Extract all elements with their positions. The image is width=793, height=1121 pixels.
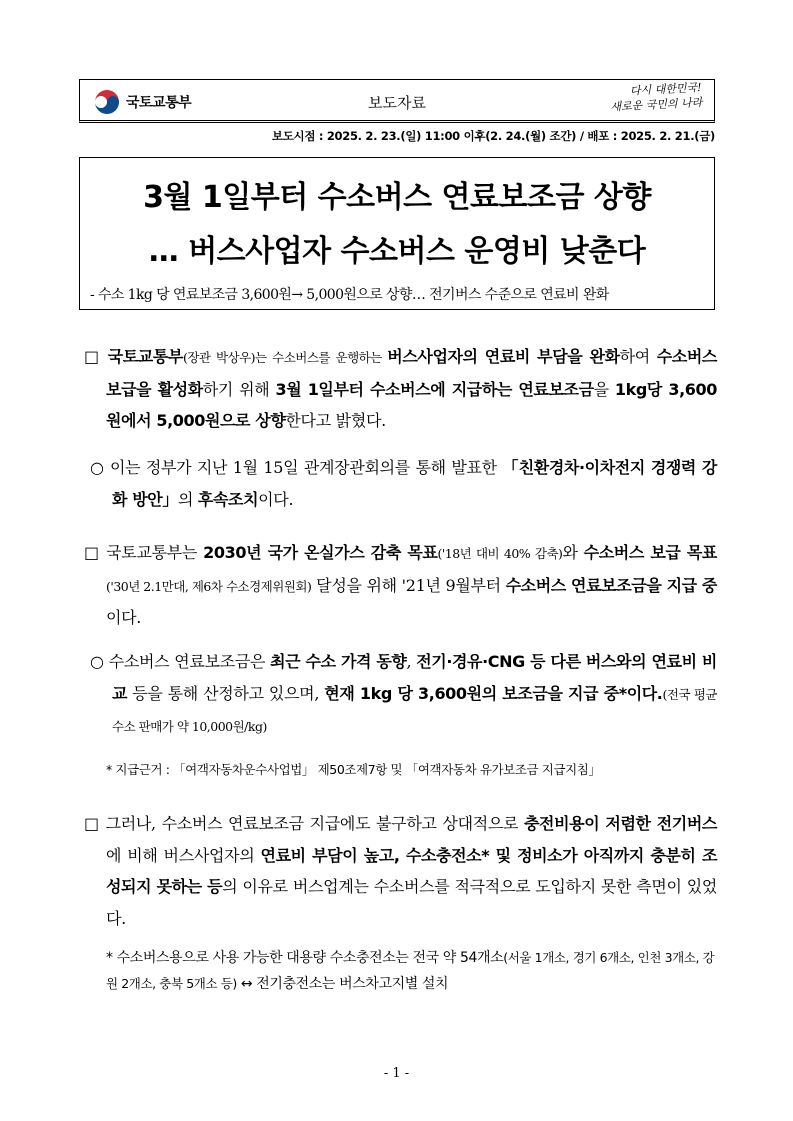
circle-bullet: ○ [90, 458, 105, 477]
square-bullet: □ [84, 543, 101, 562]
title-line-2: … 버스사업자 수소버스 운영비 낮춘다 [148, 234, 646, 269]
text: 의 [177, 489, 198, 509]
text: , [406, 652, 417, 671]
text-bold: 수소버스 보급을 활성화 [106, 347, 717, 399]
text-bold: 최근 수소 가격 동향 [270, 652, 407, 671]
title-box [79, 157, 715, 310]
page-number: - 1 - [383, 1066, 410, 1081]
paragraph-4 [90, 646, 717, 743]
text: 이다. [106, 608, 142, 627]
text: 달성을 위해 '21년 9월부터 [311, 575, 506, 595]
circle-bullet: ○ [90, 652, 104, 671]
text-bold: 전기·경유·CNG 등 다른 버스와의 연료비 비교 [112, 652, 717, 703]
org-name: 국토교통부 [126, 95, 192, 111]
text-bold: 국토교통부 [107, 347, 183, 366]
text-bold: 수소버스 연료보조금을 지급 중 [505, 575, 717, 595]
text-bold: 충전비용이 저렴한 전기버스 [523, 814, 717, 833]
text: ↔ 전기충전소는 버스차고지별 설치 [236, 976, 449, 992]
text-small: (서울 1개소, 경기 6개소, 인천 3개소, 강원 2개소, 충북 5개소 등) [106, 950, 715, 991]
text-small: ('18년 대비 40% 감축) [437, 546, 563, 561]
title-line-1: 3월 1일부터 수소버스 연료보조금 상향 [143, 180, 651, 215]
slogan-line1: 다시 대한민국! [629, 80, 702, 98]
text: 이는 정부가 지난 1월 15일 관계장관회의를 통해 발표한 [110, 458, 503, 477]
slogan [581, 80, 702, 116]
text-bold: 「친환경차·이차전지 경쟁력 강화 방안」 [112, 458, 717, 509]
text: 국토교통부는 [106, 543, 204, 562]
text: * 수소버스용으로 사용 가능한 대용량 수소충전소는 전국 약 54개소 [106, 950, 504, 966]
text-small: ('30년 2.1만대, 제6차 수소경제위원회) [106, 578, 312, 594]
paragraph-1 [84, 341, 717, 437]
square-bullet: □ [84, 347, 101, 366]
header-bar [79, 79, 715, 123]
text: 의 이유로 버스업계는 수소버스를 적극적으로 도입하지 못한 측면이 있었다. [106, 877, 718, 928]
text: 그러나, 수소버스 연료보조금 지급에도 불구하고 상대적으로 [105, 814, 524, 833]
text: (장관 박상우)는 수소버스를 운행하는 [182, 350, 388, 365]
text: 이다. [258, 489, 294, 509]
footnote-2 [106, 945, 717, 997]
subtitle: - 수소 1kg 당 연료보조금 3,600원→ 5,000원으로 상향… 전기버스 수준으로 연료비 완화 [90, 287, 609, 303]
paragraph-2 [90, 452, 717, 515]
text: 하여 [619, 347, 657, 366]
text-bold: 2030년 국가 온실가스 감축 목표 [203, 543, 438, 562]
text-bold: 후속조치 [197, 489, 259, 509]
paragraph-5 [84, 808, 717, 934]
text-bold: 1kg당 3,600원에서 5,000원으로 상향 [106, 379, 717, 430]
text: 등을 통해 산정하고 있으며, [127, 683, 325, 703]
doc-type-label: 보도자료 [368, 94, 426, 112]
footnote-1: * 지급근거 : 「여객자동차운수사업법」 제50조제7항 및 「여객자동차 유가보조금 지급지침」 [106, 762, 601, 777]
square-bullet: □ [84, 814, 100, 833]
text-bold: 3월 1일부터 수소버스에 지급하는 연료보조금 [275, 379, 594, 399]
slogan-line2: 새로운 국민의 나라 [610, 95, 703, 114]
text-bold: 버스사업자의 연료비 부담을 완화 [387, 347, 620, 366]
text: 한다고 밝혔다. [285, 411, 386, 430]
text: 을 [593, 379, 615, 399]
text: 수소버스 연료보조금은 [108, 652, 271, 671]
release-info: 보도시점 : 2025. 2. 23.(일) 11:00 이후(2. 24.(월) 조간) / 배포 : 2025. 2. 21.(금) [271, 129, 715, 143]
text-small: (전국 평균 수소 판매가 약 10,000원/kg) [112, 686, 717, 734]
text: 하기 위해 [202, 379, 276, 399]
text-bold: 현재 1kg 당 3,600원의 보조금을 지급 중*이다. [324, 683, 663, 703]
text: 에 비해 버스사업자의 [106, 845, 261, 865]
text-bold: 수소버스 보급 목표 [583, 543, 717, 562]
paragraph-3 [84, 537, 717, 634]
text: 와 [562, 543, 584, 562]
text-bold: 연료비 부담이 높고, 수소충전소* 및 정비소가 아직까지 충분히 조성되지 못하는 등 [106, 845, 718, 896]
